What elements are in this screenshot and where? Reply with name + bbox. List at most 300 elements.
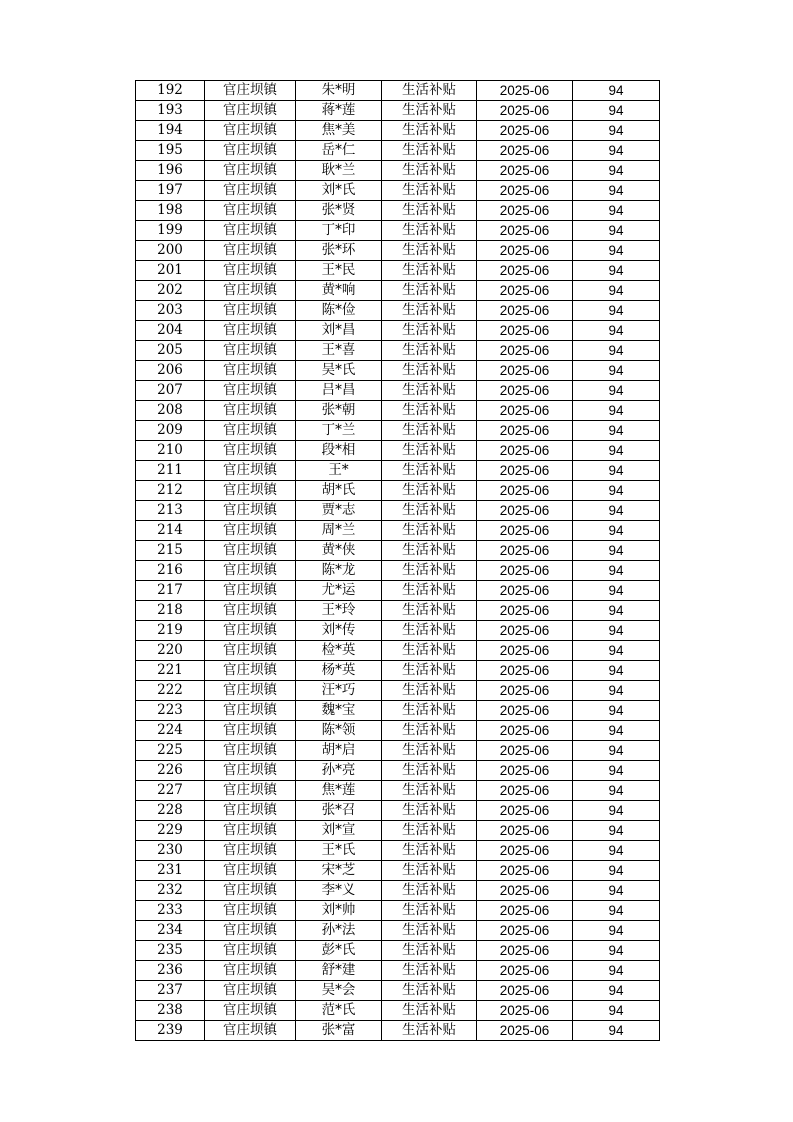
cell-amount: 94	[573, 881, 660, 901]
cell-town: 官庄坝镇	[205, 301, 296, 321]
cell-month: 2025-06	[477, 161, 573, 181]
cell-serial-number: 231	[136, 861, 205, 881]
table-row	[136, 1001, 660, 1021]
cell-subsidy-type: 生活补贴	[382, 921, 477, 941]
cell-town: 官庄坝镇	[205, 681, 296, 701]
cell-subsidy-type: 生活补贴	[382, 661, 477, 681]
cell-person-name: 周*兰	[296, 521, 382, 541]
cell-month: 2025-06	[477, 1001, 573, 1021]
cell-serial-number: 239	[136, 1021, 205, 1041]
cell-subsidy-type: 生活补贴	[382, 901, 477, 921]
cell-serial-number: 222	[136, 681, 205, 701]
cell-person-name: 检*英	[296, 641, 382, 661]
cell-month: 2025-06	[477, 461, 573, 481]
cell-subsidy-type: 生活补贴	[382, 701, 477, 721]
cell-subsidy-type: 生活补贴	[382, 121, 477, 141]
cell-amount: 94	[573, 141, 660, 161]
cell-amount: 94	[573, 841, 660, 861]
cell-amount: 94	[573, 861, 660, 881]
cell-serial-number: 214	[136, 521, 205, 541]
cell-town: 官庄坝镇	[205, 321, 296, 341]
cell-subsidy-type: 生活补贴	[382, 601, 477, 621]
table-row	[136, 501, 660, 521]
cell-month: 2025-06	[477, 721, 573, 741]
cell-month: 2025-06	[477, 521, 573, 541]
cell-person-name: 吕*昌	[296, 381, 382, 401]
cell-town: 官庄坝镇	[205, 401, 296, 421]
cell-month: 2025-06	[477, 321, 573, 341]
cell-serial-number: 224	[136, 721, 205, 741]
cell-person-name: 彭*氏	[296, 941, 382, 961]
cell-serial-number: 229	[136, 821, 205, 841]
cell-person-name: 焦*美	[296, 121, 382, 141]
cell-subsidy-type: 生活补贴	[382, 141, 477, 161]
cell-month: 2025-06	[477, 1021, 573, 1041]
table-row	[136, 161, 660, 181]
cell-town: 官庄坝镇	[205, 341, 296, 361]
cell-amount: 94	[573, 121, 660, 141]
table-row	[136, 581, 660, 601]
cell-serial-number: 216	[136, 561, 205, 581]
cell-serial-number: 235	[136, 941, 205, 961]
cell-month: 2025-06	[477, 401, 573, 421]
cell-month: 2025-06	[477, 801, 573, 821]
cell-month: 2025-06	[477, 901, 573, 921]
cell-person-name: 胡*启	[296, 741, 382, 761]
cell-subsidy-type: 生活补贴	[382, 561, 477, 581]
cell-town: 官庄坝镇	[205, 741, 296, 761]
cell-amount: 94	[573, 961, 660, 981]
cell-person-name: 刘*传	[296, 621, 382, 641]
cell-person-name: 张*召	[296, 801, 382, 821]
subsidy-table	[135, 80, 660, 1041]
cell-town: 官庄坝镇	[205, 901, 296, 921]
cell-amount: 94	[573, 821, 660, 841]
cell-person-name: 黄*响	[296, 281, 382, 301]
cell-serial-number: 212	[136, 481, 205, 501]
cell-amount: 94	[573, 341, 660, 361]
cell-amount: 94	[573, 981, 660, 1001]
cell-amount: 94	[573, 541, 660, 561]
cell-person-name: 范*氏	[296, 1001, 382, 1021]
cell-town: 官庄坝镇	[205, 841, 296, 861]
cell-serial-number: 226	[136, 761, 205, 781]
cell-town: 官庄坝镇	[205, 241, 296, 261]
table-row	[136, 101, 660, 121]
cell-person-name: 孙*亮	[296, 761, 382, 781]
cell-amount: 94	[573, 281, 660, 301]
cell-serial-number: 196	[136, 161, 205, 181]
cell-person-name: 张*环	[296, 241, 382, 261]
cell-subsidy-type: 生活补贴	[382, 781, 477, 801]
cell-subsidy-type: 生活补贴	[382, 301, 477, 321]
cell-person-name: 王*	[296, 461, 382, 481]
cell-person-name: 孙*法	[296, 921, 382, 941]
table-row	[136, 561, 660, 581]
cell-person-name: 胡*氏	[296, 481, 382, 501]
cell-town: 官庄坝镇	[205, 661, 296, 681]
cell-subsidy-type: 生活补贴	[382, 281, 477, 301]
cell-amount: 94	[573, 161, 660, 181]
table-row	[136, 741, 660, 761]
cell-town: 官庄坝镇	[205, 761, 296, 781]
table-row	[136, 381, 660, 401]
cell-subsidy-type: 生活补贴	[382, 1021, 477, 1041]
cell-serial-number: 199	[136, 221, 205, 241]
cell-subsidy-type: 生活补贴	[382, 81, 477, 101]
cell-subsidy-type: 生活补贴	[382, 441, 477, 461]
cell-subsidy-type: 生活补贴	[382, 861, 477, 881]
cell-serial-number: 193	[136, 101, 205, 121]
cell-amount: 94	[573, 421, 660, 441]
cell-month: 2025-06	[477, 941, 573, 961]
cell-amount: 94	[573, 681, 660, 701]
cell-town: 官庄坝镇	[205, 161, 296, 181]
cell-person-name: 段*相	[296, 441, 382, 461]
cell-subsidy-type: 生活补贴	[382, 381, 477, 401]
cell-month: 2025-06	[477, 241, 573, 261]
cell-person-name: 刘*昌	[296, 321, 382, 341]
cell-month: 2025-06	[477, 821, 573, 841]
cell-town: 官庄坝镇	[205, 581, 296, 601]
cell-town: 官庄坝镇	[205, 481, 296, 501]
cell-person-name: 耿*兰	[296, 161, 382, 181]
cell-serial-number: 223	[136, 701, 205, 721]
cell-town: 官庄坝镇	[205, 1021, 296, 1041]
cell-town: 官庄坝镇	[205, 521, 296, 541]
table-row	[136, 801, 660, 821]
cell-subsidy-type: 生活补贴	[382, 401, 477, 421]
cell-subsidy-type: 生活补贴	[382, 101, 477, 121]
cell-serial-number: 207	[136, 381, 205, 401]
table-row	[136, 921, 660, 941]
table-row	[136, 941, 660, 961]
cell-town: 官庄坝镇	[205, 701, 296, 721]
cell-amount: 94	[573, 581, 660, 601]
table-row	[136, 681, 660, 701]
cell-month: 2025-06	[477, 501, 573, 521]
cell-month: 2025-06	[477, 581, 573, 601]
table-row	[136, 281, 660, 301]
table-row	[136, 541, 660, 561]
cell-serial-number: 227	[136, 781, 205, 801]
cell-person-name: 岳*仁	[296, 141, 382, 161]
table-row	[136, 121, 660, 141]
cell-serial-number: 202	[136, 281, 205, 301]
cell-person-name: 刘*宣	[296, 821, 382, 841]
cell-serial-number: 232	[136, 881, 205, 901]
cell-month: 2025-06	[477, 741, 573, 761]
cell-town: 官庄坝镇	[205, 181, 296, 201]
cell-subsidy-type: 生活补贴	[382, 621, 477, 641]
table-row	[136, 481, 660, 501]
cell-month: 2025-06	[477, 841, 573, 861]
table-row	[136, 721, 660, 741]
cell-person-name: 舒*建	[296, 961, 382, 981]
cell-town: 官庄坝镇	[205, 801, 296, 821]
table-row	[136, 81, 660, 101]
table-row	[136, 181, 660, 201]
cell-month: 2025-06	[477, 981, 573, 1001]
cell-amount: 94	[573, 221, 660, 241]
cell-amount: 94	[573, 441, 660, 461]
cell-town: 官庄坝镇	[205, 381, 296, 401]
cell-month: 2025-06	[477, 561, 573, 581]
cell-person-name: 刘*帅	[296, 901, 382, 921]
cell-subsidy-type: 生活补贴	[382, 541, 477, 561]
cell-month: 2025-06	[477, 421, 573, 441]
table-row	[136, 661, 660, 681]
cell-month: 2025-06	[477, 81, 573, 101]
table-row	[136, 821, 660, 841]
cell-person-name: 贾*志	[296, 501, 382, 521]
cell-subsidy-type: 生活补贴	[382, 581, 477, 601]
cell-serial-number: 208	[136, 401, 205, 421]
cell-serial-number: 204	[136, 321, 205, 341]
table-row	[136, 361, 660, 381]
cell-subsidy-type: 生活补贴	[382, 461, 477, 481]
cell-subsidy-type: 生活补贴	[382, 161, 477, 181]
cell-town: 官庄坝镇	[205, 721, 296, 741]
cell-serial-number: 200	[136, 241, 205, 261]
cell-person-name: 焦*莲	[296, 781, 382, 801]
cell-person-name: 王*玲	[296, 601, 382, 621]
cell-amount: 94	[573, 181, 660, 201]
cell-subsidy-type: 生活补贴	[382, 641, 477, 661]
cell-subsidy-type: 生活补贴	[382, 501, 477, 521]
cell-month: 2025-06	[477, 761, 573, 781]
cell-amount: 94	[573, 201, 660, 221]
cell-person-name: 王*氏	[296, 841, 382, 861]
cell-month: 2025-06	[477, 121, 573, 141]
cell-town: 官庄坝镇	[205, 781, 296, 801]
cell-subsidy-type: 生活补贴	[382, 941, 477, 961]
cell-amount: 94	[573, 721, 660, 741]
cell-amount: 94	[573, 1021, 660, 1041]
cell-town: 官庄坝镇	[205, 461, 296, 481]
cell-person-name: 汪*巧	[296, 681, 382, 701]
cell-town: 官庄坝镇	[205, 221, 296, 241]
table-row	[136, 641, 660, 661]
cell-amount: 94	[573, 501, 660, 521]
cell-subsidy-type: 生活补贴	[382, 221, 477, 241]
cell-serial-number: 217	[136, 581, 205, 601]
cell-month: 2025-06	[477, 301, 573, 321]
cell-month: 2025-06	[477, 861, 573, 881]
cell-month: 2025-06	[477, 261, 573, 281]
table-row	[136, 301, 660, 321]
cell-town: 官庄坝镇	[205, 81, 296, 101]
cell-town: 官庄坝镇	[205, 621, 296, 641]
cell-subsidy-type: 生活补贴	[382, 961, 477, 981]
cell-serial-number: 195	[136, 141, 205, 161]
cell-month: 2025-06	[477, 661, 573, 681]
cell-month: 2025-06	[477, 481, 573, 501]
cell-serial-number: 238	[136, 1001, 205, 1021]
cell-month: 2025-06	[477, 141, 573, 161]
cell-serial-number: 220	[136, 641, 205, 661]
cell-town: 官庄坝镇	[205, 201, 296, 221]
table-row	[136, 701, 660, 721]
cell-person-name: 王*喜	[296, 341, 382, 361]
cell-town: 官庄坝镇	[205, 141, 296, 161]
cell-month: 2025-06	[477, 201, 573, 221]
table-row	[136, 221, 660, 241]
cell-person-name: 尤*运	[296, 581, 382, 601]
cell-subsidy-type: 生活补贴	[382, 801, 477, 821]
cell-amount: 94	[573, 941, 660, 961]
cell-amount: 94	[573, 241, 660, 261]
cell-amount: 94	[573, 101, 660, 121]
cell-subsidy-type: 生活补贴	[382, 261, 477, 281]
cell-amount: 94	[573, 801, 660, 821]
table-row	[136, 781, 660, 801]
cell-month: 2025-06	[477, 621, 573, 641]
cell-town: 官庄坝镇	[205, 961, 296, 981]
cell-town: 官庄坝镇	[205, 421, 296, 441]
cell-serial-number: 221	[136, 661, 205, 681]
cell-subsidy-type: 生活补贴	[382, 521, 477, 541]
cell-serial-number: 211	[136, 461, 205, 481]
cell-person-name: 黄*侠	[296, 541, 382, 561]
cell-town: 官庄坝镇	[205, 361, 296, 381]
table-row	[136, 901, 660, 921]
cell-person-name: 张*富	[296, 1021, 382, 1041]
cell-subsidy-type: 生活补贴	[382, 201, 477, 221]
cell-serial-number: 205	[136, 341, 205, 361]
table-row	[136, 981, 660, 1001]
cell-amount: 94	[573, 761, 660, 781]
cell-serial-number: 198	[136, 201, 205, 221]
table-row	[136, 201, 660, 221]
cell-town: 官庄坝镇	[205, 941, 296, 961]
cell-subsidy-type: 生活补贴	[382, 1001, 477, 1021]
cell-serial-number: 233	[136, 901, 205, 921]
cell-town: 官庄坝镇	[205, 121, 296, 141]
cell-serial-number: 192	[136, 81, 205, 101]
cell-month: 2025-06	[477, 381, 573, 401]
cell-amount: 94	[573, 621, 660, 641]
cell-amount: 94	[573, 921, 660, 941]
cell-subsidy-type: 生活补贴	[382, 321, 477, 341]
table-row	[136, 241, 660, 261]
cell-subsidy-type: 生活补贴	[382, 481, 477, 501]
cell-serial-number: 194	[136, 121, 205, 141]
cell-person-name: 陈*龙	[296, 561, 382, 581]
cell-amount: 94	[573, 481, 660, 501]
cell-subsidy-type: 生活补贴	[382, 341, 477, 361]
cell-month: 2025-06	[477, 541, 573, 561]
cell-town: 官庄坝镇	[205, 821, 296, 841]
table-row	[136, 441, 660, 461]
cell-subsidy-type: 生活补贴	[382, 881, 477, 901]
cell-serial-number: 225	[136, 741, 205, 761]
cell-town: 官庄坝镇	[205, 881, 296, 901]
table-row	[136, 521, 660, 541]
cell-serial-number: 234	[136, 921, 205, 941]
cell-amount: 94	[573, 601, 660, 621]
cell-serial-number: 213	[136, 501, 205, 521]
table-row	[136, 141, 660, 161]
cell-person-name: 李*义	[296, 881, 382, 901]
cell-subsidy-type: 生活补贴	[382, 721, 477, 741]
cell-town: 官庄坝镇	[205, 981, 296, 1001]
cell-amount: 94	[573, 301, 660, 321]
cell-serial-number: 197	[136, 181, 205, 201]
cell-amount: 94	[573, 261, 660, 281]
subsidy-table-body	[136, 81, 660, 1041]
cell-month: 2025-06	[477, 601, 573, 621]
table-row	[136, 401, 660, 421]
table-row	[136, 341, 660, 361]
cell-person-name: 张*贤	[296, 201, 382, 221]
cell-amount: 94	[573, 401, 660, 421]
cell-subsidy-type: 生活补贴	[382, 841, 477, 861]
cell-serial-number: 228	[136, 801, 205, 821]
cell-person-name: 丁*印	[296, 221, 382, 241]
cell-serial-number: 206	[136, 361, 205, 381]
cell-town: 官庄坝镇	[205, 861, 296, 881]
cell-serial-number: 215	[136, 541, 205, 561]
cell-town: 官庄坝镇	[205, 921, 296, 941]
cell-person-name: 宋*芝	[296, 861, 382, 881]
cell-town: 官庄坝镇	[205, 1001, 296, 1021]
cell-serial-number: 237	[136, 981, 205, 1001]
cell-subsidy-type: 生活补贴	[382, 681, 477, 701]
cell-serial-number: 219	[136, 621, 205, 641]
cell-person-name: 蒋*莲	[296, 101, 382, 121]
cell-subsidy-type: 生活补贴	[382, 361, 477, 381]
table-row	[136, 601, 660, 621]
table-row	[136, 1021, 660, 1041]
cell-month: 2025-06	[477, 921, 573, 941]
cell-amount: 94	[573, 701, 660, 721]
cell-subsidy-type: 生活补贴	[382, 241, 477, 261]
cell-person-name: 陈*俭	[296, 301, 382, 321]
table-row	[136, 841, 660, 861]
table-row	[136, 421, 660, 441]
cell-town: 官庄坝镇	[205, 281, 296, 301]
cell-month: 2025-06	[477, 961, 573, 981]
cell-serial-number: 203	[136, 301, 205, 321]
table-row	[136, 621, 660, 641]
cell-amount: 94	[573, 81, 660, 101]
cell-amount: 94	[573, 1001, 660, 1021]
cell-month: 2025-06	[477, 441, 573, 461]
table-row	[136, 861, 660, 881]
cell-amount: 94	[573, 561, 660, 581]
cell-amount: 94	[573, 461, 660, 481]
cell-amount: 94	[573, 661, 660, 681]
cell-town: 官庄坝镇	[205, 441, 296, 461]
cell-subsidy-type: 生活补贴	[382, 821, 477, 841]
cell-serial-number: 218	[136, 601, 205, 621]
cell-town: 官庄坝镇	[205, 601, 296, 621]
cell-town: 官庄坝镇	[205, 641, 296, 661]
cell-amount: 94	[573, 361, 660, 381]
cell-person-name: 丁*兰	[296, 421, 382, 441]
cell-month: 2025-06	[477, 681, 573, 701]
cell-serial-number: 201	[136, 261, 205, 281]
cell-serial-number: 210	[136, 441, 205, 461]
table-row	[136, 761, 660, 781]
table-row	[136, 261, 660, 281]
cell-person-name: 吴*会	[296, 981, 382, 1001]
cell-serial-number: 236	[136, 961, 205, 981]
cell-amount: 94	[573, 521, 660, 541]
table-row	[136, 881, 660, 901]
cell-month: 2025-06	[477, 641, 573, 661]
